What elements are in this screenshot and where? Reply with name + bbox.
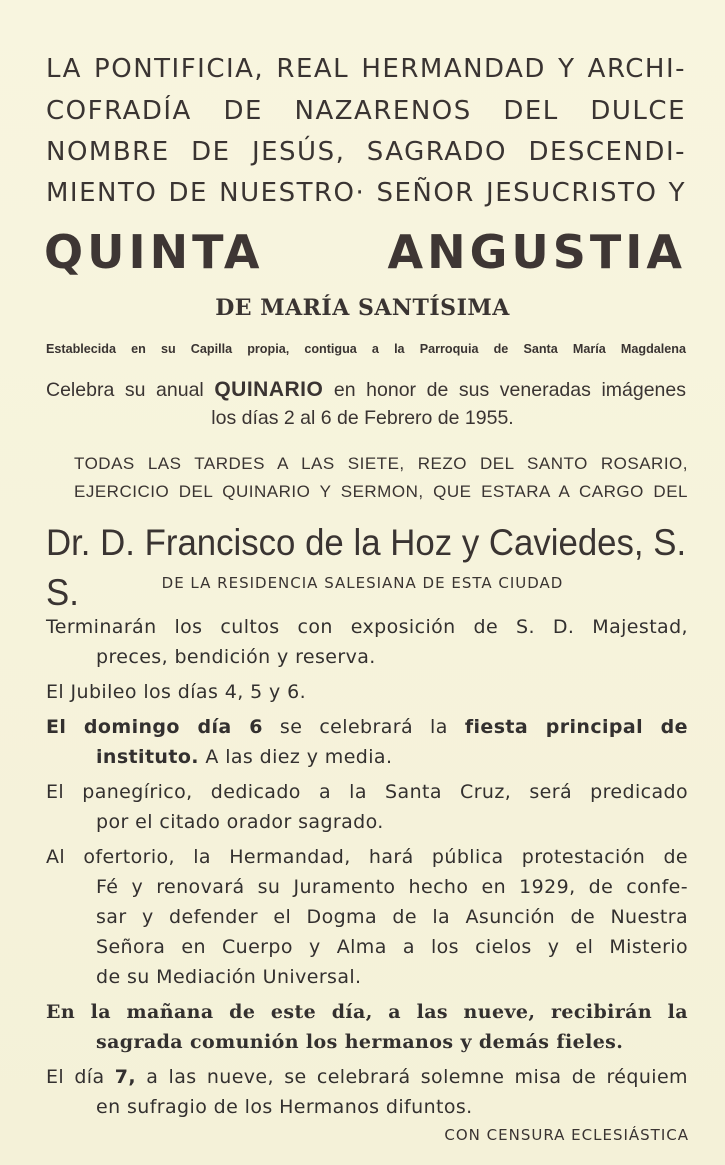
paragraph-manana <box>46 997 688 1057</box>
terminaran-line-2: preces, bendición y reserva. <box>96 646 376 668</box>
subtitle: DE MARÍA SANTÍSIMA <box>215 295 510 321</box>
todas-line-2: EJERCICIO DEL QUINARIO Y SERMON, QUE ESTARA A CARGO DEL <box>74 482 688 501</box>
domingo-line-1 <box>46 712 688 742</box>
domingo-bold-c: fiesta principal de <box>464 716 688 738</box>
requiem-line-2: en sufragio de los Hermanos difuntos. <box>96 1096 473 1118</box>
domingo-bold-a: El domingo día 6 <box>46 716 263 738</box>
manana-line-2: sagrada comunión los hermanos y demás fieles. <box>96 1031 624 1053</box>
domingo-line-2 <box>46 742 688 772</box>
domingo-plain-b: se celebrará la <box>279 716 448 738</box>
celebra-post: en honor de sus veneradas imágenes <box>333 379 686 401</box>
requiem-line-1 <box>46 1062 688 1092</box>
celebra-dates: los días 2 al 6 de Febrero de 1955. <box>211 407 514 429</box>
paragraph-requiem <box>46 1062 688 1122</box>
manana-line-1: En la mañana de este día, a las nueve, recibirán la <box>46 1001 688 1023</box>
censura-note: CON CENSURA ECLESIÁSTICA <box>444 1126 689 1144</box>
panegirico-line-1: El panegírico, dedicado a la Santa Cruz, será predicado <box>46 781 688 803</box>
panegirico-line-2: por el citado orador sagrado. <box>96 811 384 833</box>
heading-line-2: COFRADÍA DE NAZARENOS DEL DULCE <box>46 96 686 126</box>
paragraph-terminaran <box>46 612 688 672</box>
celebra-pre: Celebra su anual <box>46 379 204 401</box>
requiem-a: El día <box>46 1066 105 1088</box>
paragraph-ofertorio <box>46 842 688 992</box>
paragraph-panegirico <box>46 777 688 837</box>
todas-line-1: TODAS LAS TARDES A LAS SIETE, REZO DEL SANTO ROSARIO, <box>74 454 688 473</box>
paragraph-domingo <box>46 712 688 772</box>
requiem-c: a las nueve, se celebrará solemne misa de réquiem <box>146 1066 688 1088</box>
heading-line-4: MIENTO DE NUESTRO· SEÑOR JESUCRISTO Y <box>46 178 686 208</box>
established-note: Establecida en su Capilla propia, contigua a la Parroquia de Santa María Magdalena <box>46 342 686 356</box>
terminaran-line-1: Terminarán los cultos con exposición de S. D. Majestad, <box>46 616 688 638</box>
residence-line: DE LA RESIDENCIA SALESIANA DE ESTA CIUDAD <box>161 574 564 592</box>
ofertorio-line-1: Al ofertorio, la Hermandad, hará pública protestación de <box>46 846 688 868</box>
celebra-line <box>46 376 686 404</box>
ofertorio-line-5: de su Mediación Universal. <box>96 966 362 988</box>
requiem-b: 7, <box>114 1066 137 1088</box>
ofertorio-line-3: sar y defender el Dogma de la Asunción de Nuestra <box>96 906 688 928</box>
ofertorio-line-2: Fé y renovará su Juramento hecho en 1929, de confe- <box>96 876 688 898</box>
domingo-bold-d: instituto. <box>96 746 199 768</box>
title: QUINTA ANGUSTIA <box>44 225 686 279</box>
heading-line-1: LA PONTIFICIA, REAL HERMANDAD Y ARCHI- <box>46 54 686 84</box>
ofertorio-line-4: Señora en Cuerpo y Alma a los cielos y el Misterio <box>96 936 688 958</box>
jubileo-line: El Jubileo los días 4, 5 y 6. <box>46 681 307 703</box>
quinario-word: QUINARIO <box>214 378 324 401</box>
domingo-plain-e: A las diez y media. <box>205 746 393 768</box>
paragraph-jubileo <box>46 677 688 707</box>
preacher-name: Dr. D. Francisco de la Hoz y Caviedes, S. S. <box>46 522 687 613</box>
heading-line-3: NOMBRE DE JESÚS, SAGRADO DESCENDI- <box>46 137 686 167</box>
